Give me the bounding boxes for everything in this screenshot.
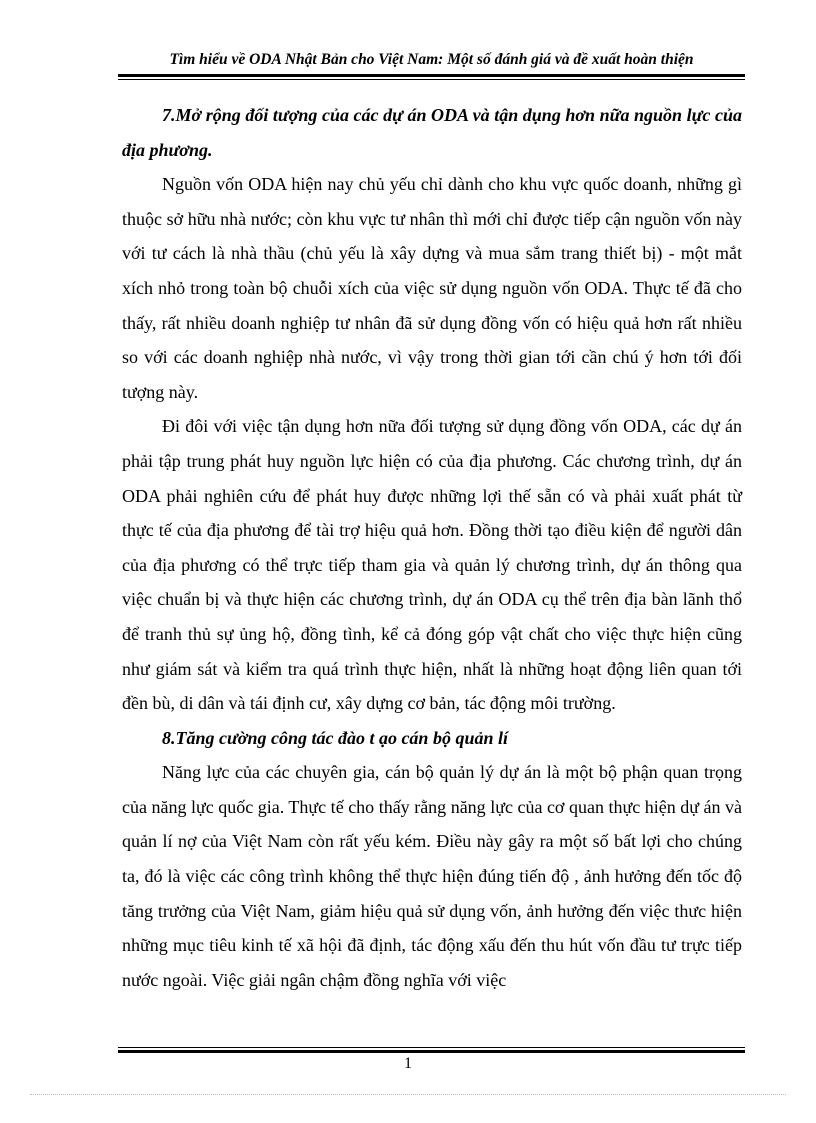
section-7-heading: 7.Mở rộng đối tượng của các dự án ODA và tận dụng hơn nữa nguồn lực của địa phương. xyxy=(122,105,742,160)
section-7-paragraph-1: Nguồn vốn ODA hiện nay chủ yếu chỉ dành cho khu vực quốc doanh, những gì thuộc sở hữu nhà nước; còn khu vực tư nhân thì mới chỉ được tiếp cận nguồn vốn này với tư cách là nhà thầu (chủ yếu là xây dựng và mua sắm trang thiết bị) - một mắt xích nhỏ trong toàn bộ chuỗi xích của việc sử dụng nguồn vốn ODA. Thực tế đã cho thấy, rất nhiều doanh nghiệp tư nhân đã sử dụng đồng vốn có hiệu quả hơn rất nhiều so với các doanh nghiệp nhà nước, vì vậy trong thời gian tới cần chú ý hơn tới đối tượng này. xyxy=(122,174,742,402)
footer-rule-thin xyxy=(118,1047,745,1048)
body-text xyxy=(122,98,742,997)
header-rule-thick xyxy=(118,74,745,77)
section-8-heading: 8.Tăng cường công tác đào t ạo cán bộ quản lí xyxy=(162,727,508,748)
section-7-paragraph-2: Đi đôi với việc tận dụng hơn nữa đối tượng sử dụng đồng vốn ODA, các dự án phải tập trung phát huy nguồn lực hiện có của địa phương. Các chương trình, dự án ODA phải nghiên cứu để phát huy được những lợi thế sẵn có và phải xuất phát từ thực tế của địa phương để tài trợ hiệu quả hơn. Đồng thời tạo điều kiện để người dân của địa phương có thể trực tiếp tham gia và quản lý chương trình, dự án thông qua việc chuẩn bị và thực hiện các chương trình, dự án ODA cụ thể trên địa bàn lãnh thổ để tranh thủ sự ủng hộ, đồng tình, kể cả đóng góp vật chất cho việc thực hiện cũng như giám sát và kiểm tra quá trình thực hiện, nhất là những hoạt động liên quan tới đền bù, di dân và tái định cư, xây dựng cơ bản, tác động môi trường. xyxy=(122,416,742,714)
footer-rule-thick xyxy=(118,1050,745,1053)
header-rule-thin xyxy=(118,79,745,80)
page-bottom-dotted-line xyxy=(30,1094,786,1095)
page-number: 1 xyxy=(404,1055,412,1072)
running-header: Tìm hiểu về ODA Nhật Bản cho Việt Nam: Một số đánh giá và đề xuất hoàn thiện xyxy=(169,51,694,68)
section-8-paragraph-1: Năng lực của các chuyên gia, cán bộ quản lý dự án là một bộ phận quan trọng của năng lực quốc gia. Thực tế cho thấy rằng năng lực của cơ quan thực hiện dự án và quản lí nợ của Việt Nam còn rất yếu kém. Điều này gây ra một số bất lợi cho chúng ta, đó là việc các công trình không thể thực hiện đúng tiến độ , ảnh hưởng đến tốc độ tăng trưởng của Việt Nam, giảm hiệu quả sử dụng vốn, ảnh hưởng đến việc thưc hiện những mục tiêu kinh tế xã hội đã định, tác động xấu đến thu hút vốn đầu tư trực tiếp nước ngoài. Việc giải ngân chậm đồng nghĩa với việc xyxy=(122,762,742,990)
